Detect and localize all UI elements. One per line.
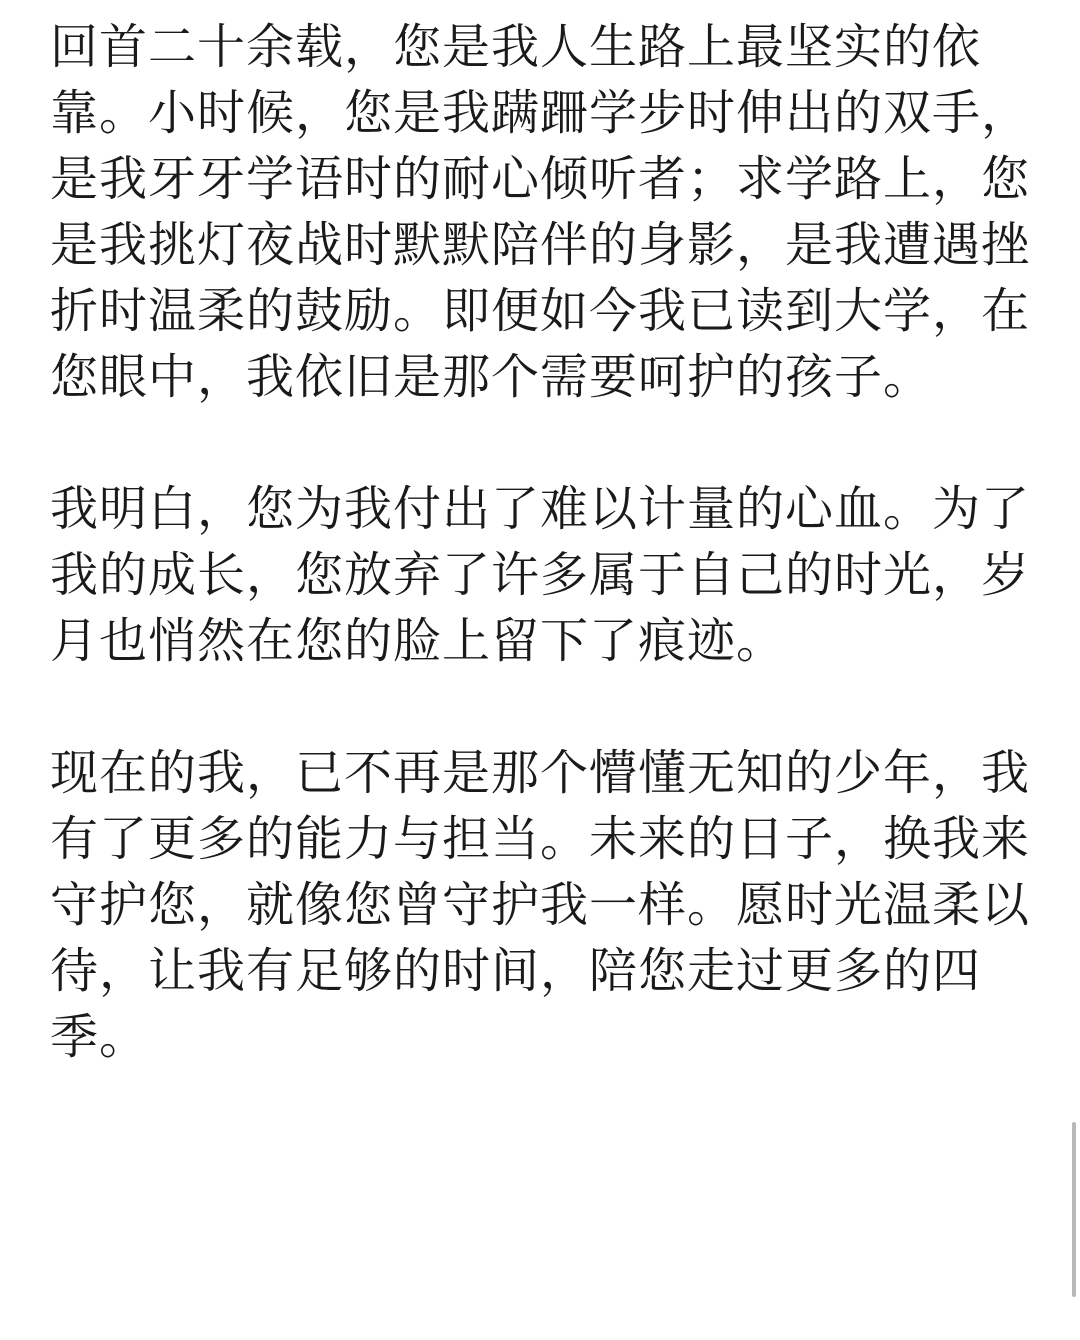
paragraph-3: 现在的我，已不再是那个懵懂无知的少年，我有了更多的能力与担当。未来的日子，换我来守护您，就像您曾守护我一样。愿时光温柔以待，让我有足够的时间，陪您走过更多的四季。: [50, 745, 1031, 1065]
paragraph-1: 回首二十余载，您是我人生路上最坚实的依靠。小时候，您是我蹒跚学步时伸出的双手，是我牙牙学语时的耐心倾听者；求学路上，您是我挑灯夜战时默默陪伴的身影，是我遭遇挫折时温柔的鼓励。即便如今我已读到大学，在您眼中，我依旧是那个需要呵护的孩子。: [50, 19, 1031, 405]
vertical-scrollbar[interactable]: [1072, 1122, 1076, 1297]
article-body: [50, 14, 1035, 1070]
paragraph-2: 我明白，您为我付出了难以计量的心血。为了我的成长，您放弃了许多属于自己的时光，岁月也悄然在您的脸上留下了痕迹。: [50, 481, 1031, 669]
